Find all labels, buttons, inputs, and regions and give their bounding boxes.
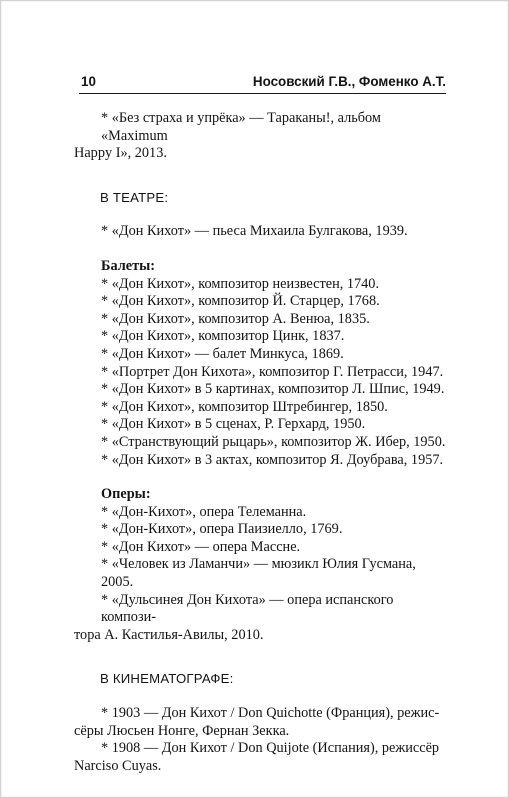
list-item: * «Человек из Ламанчи» — мюзикл Юлия Гусмана, 2005. xyxy=(101,556,416,591)
running-header-authors: Носовский Г.В., Фоменко А.Т. xyxy=(252,74,446,89)
list-item: * «Портрет Дон Кихота», композитор Г. Петрасси, 1947. xyxy=(101,363,444,380)
list-item: * «Дон Кихот» — опера Массне. xyxy=(101,538,301,555)
spacer xyxy=(101,163,446,189)
cinema-entry-1903 xyxy=(74,705,446,740)
list-item-line-2: тора А. Кастилья-Авилы, 2010. xyxy=(74,626,264,643)
intro-line-1: * «Без страха и упрёка» — Тараканы!, альбом «Maximum xyxy=(101,110,381,144)
list-item: * «Дон Кихот», композитор Й. Старцер, 1768. xyxy=(101,293,380,310)
list-item: * «Странствующий рыцарь», композитор Ж. Ибер, 1950. xyxy=(101,433,446,450)
list-item: * «Дон Кихот» — балет Минкуса, 1869. xyxy=(101,345,344,362)
page-body xyxy=(74,110,446,775)
list-item: * «Дон Кихот» в 5 картинах, композитор Л. Шпис, 1949. xyxy=(101,381,445,398)
list-item: * «Дон Кихот» в 3 актах, композитор Я. Доубрава, 1957. xyxy=(101,451,444,468)
spacer xyxy=(101,469,446,486)
list-item-line-1: * «Дульсинея Дон Кихота» — опера испанского компози- xyxy=(101,591,394,626)
cinema-entry-1908 xyxy=(74,740,446,775)
ballets-heading: Балеты: xyxy=(101,257,156,274)
list-item: * «Дон-Кихот», опера Паизиелло, 1769. xyxy=(101,521,343,538)
spacer xyxy=(101,206,446,223)
intro-line-2: Happy I», 2013. xyxy=(74,145,167,162)
operas-list xyxy=(74,503,446,645)
list-item: * «Дон Кихот», композитор Цинк, 1837. xyxy=(101,328,345,345)
page-number: 10 xyxy=(81,74,96,89)
ballets-list xyxy=(101,276,446,470)
cinema-entry-line-1: * 1903 — Дон Кихот / Don Quichotte (Франция), режис- xyxy=(101,705,440,722)
cinema-entry-line-2: Narciso Cuyas. xyxy=(74,757,162,774)
list-item: * «Дон Кихот», композитор Штребингер, 1850. xyxy=(101,398,388,415)
running-header xyxy=(79,67,446,94)
operas-heading: Оперы: xyxy=(101,486,151,503)
cinema-entry-line-2: сёры Люсьен Нонге, Фернан Зекка. xyxy=(74,722,290,739)
cinema-entry-line-1: * 1908 — Дон Кихот / Don Quijote (Испания), режиссёр xyxy=(101,740,440,757)
spacer xyxy=(101,688,446,705)
section-heading-cinema: В КИНЕМАТОГРАФЕ: xyxy=(100,671,234,687)
list-item: * «Дон Кихот», композитор неизвестен, 1740. xyxy=(101,275,380,292)
list-item: * «Дон Кихот», композитор А. Венюа, 1835. xyxy=(101,310,370,327)
spacer xyxy=(101,644,446,670)
list-item xyxy=(74,591,446,645)
section-heading-theatre: В ТЕАТРЕ: xyxy=(100,189,169,205)
theatre-play-item: * «Дон Кихот» — пьеса Михаила Булгакова, 1939. xyxy=(101,223,408,240)
spacer xyxy=(101,241,446,258)
intro-item xyxy=(74,110,446,163)
list-item: * «Дон Кихот» в 5 сценах, Р. Герхард, 1950. xyxy=(101,416,366,433)
list-item: * «Дон-Кихот», опера Телеманна. xyxy=(101,503,307,520)
